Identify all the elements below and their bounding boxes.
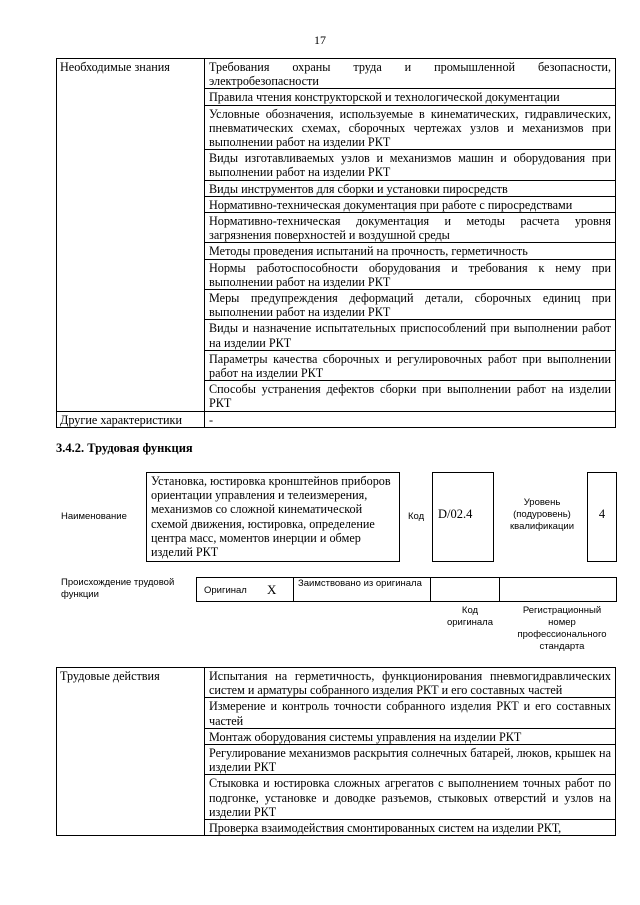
code-original-cell xyxy=(430,577,500,602)
actions-label: Трудовые действия xyxy=(57,668,205,836)
function-name-box: Установка, юстировка кронштейнов приборов ориентации управления и телеизмерения, механизмов со сложной кинематической схемой движения, юстировка, определение центра масс, моментов инерции и обмер изделий РКТ xyxy=(146,472,400,562)
knowledge-item: Условные обозначения, используемые в кинематических, гидравлических, пневматических схемах, сборочных чертежах узлов и механизмов при выполнении работ на изделии РКТ xyxy=(205,105,616,150)
page-number: 17 xyxy=(314,33,326,47)
knowledge-item: Виды изготавливаемых узлов и механизмов машин и оборудования при выполнении работ на изделии РКТ xyxy=(205,150,616,180)
knowledge-item: Виды и назначение испытательных приспособлений при выполнении работ на изделии РКТ xyxy=(205,320,616,350)
code-original-label: Код оригинала xyxy=(446,605,493,628)
knowledge-item: Параметры качества сборочных и регулировочных работ при выполнении работ на изделии РКТ xyxy=(205,350,616,380)
level-label: Уровень (подуровень) квалификации xyxy=(509,497,575,532)
knowledge-table xyxy=(56,58,616,428)
knowledge-item: Нормативно-техническая документация при работе с пиросредствами xyxy=(205,196,616,212)
original-mark: X xyxy=(267,582,277,597)
original-cell xyxy=(196,577,294,602)
action-item: Монтаж оборудования системы управления на изделии РКТ xyxy=(205,728,616,744)
action-item: Регулирование механизмов раскрытия солнечных батарей, люков, крышек на изделии РКТ xyxy=(205,745,616,775)
original-label: Оригинал xyxy=(204,585,247,596)
function-code-box: D/02.4 xyxy=(432,472,494,562)
knowledge-item: Способы устранения дефектов сборки при выполнении работ на изделии РКТ xyxy=(205,381,616,411)
action-item: Проверка взаимодействия смонтированных систем на изделии РКТ, xyxy=(205,820,616,836)
borrowed-label: Заимствовано из оригинала xyxy=(298,578,422,589)
actions-table xyxy=(56,667,616,836)
origin-row xyxy=(196,577,617,602)
reg-number-cell xyxy=(499,577,617,602)
action-item: Испытания на герметичность, функционирования пневмогидравлических систем и арматуры собранного изделия РКТ и его составных частей xyxy=(205,668,616,698)
other-characteristics-value: - xyxy=(205,411,616,427)
reg-number-label: Регистрационный номер профессионального стандарта xyxy=(517,605,607,652)
knowledge-label: Необходимые знания xyxy=(57,59,205,412)
knowledge-item: Правила чтения конструкторской и технологической документации xyxy=(205,89,616,105)
knowledge-item: Меры предупреждения деформаций детали, сборочных единиц при выполнении работ на изделии РКТ xyxy=(205,290,616,320)
origin-label: Происхождение трудовой функции xyxy=(61,577,175,600)
borrowed-cell xyxy=(293,577,431,602)
code-label: Код xyxy=(408,511,425,522)
other-characteristics-label: Другие характеристики xyxy=(57,411,205,427)
level-box: 4 xyxy=(587,472,617,562)
name-label: Наименование xyxy=(61,511,127,522)
knowledge-item: Требования охраны труда и промышленной безопасности, электробезопасности xyxy=(205,59,616,89)
action-item: Измерение и контроль точности собранного изделия РКТ и его составных частей xyxy=(205,698,616,728)
knowledge-item: Нормативно-техническая документация и методы расчета уровня загрязнения поверхностей и воздушной среды xyxy=(205,213,616,243)
knowledge-item: Нормы работоспособности оборудования и требования к нему при выполнении работ на изделии РКТ xyxy=(205,259,616,289)
function-heading: 3.4.2. Трудовая функция xyxy=(56,441,193,455)
knowledge-item: Виды инструментов для сборки и установки пиросредств xyxy=(205,180,616,196)
action-item: Стыковка и юстировка сложных агрегатов с выполнением точных работ по подгонке, установке и доводке разъемов, стыковых отверстий и узлов на изделии РКТ xyxy=(205,775,616,820)
knowledge-item: Методы проведения испытаний на прочность, герметичность xyxy=(205,243,616,259)
